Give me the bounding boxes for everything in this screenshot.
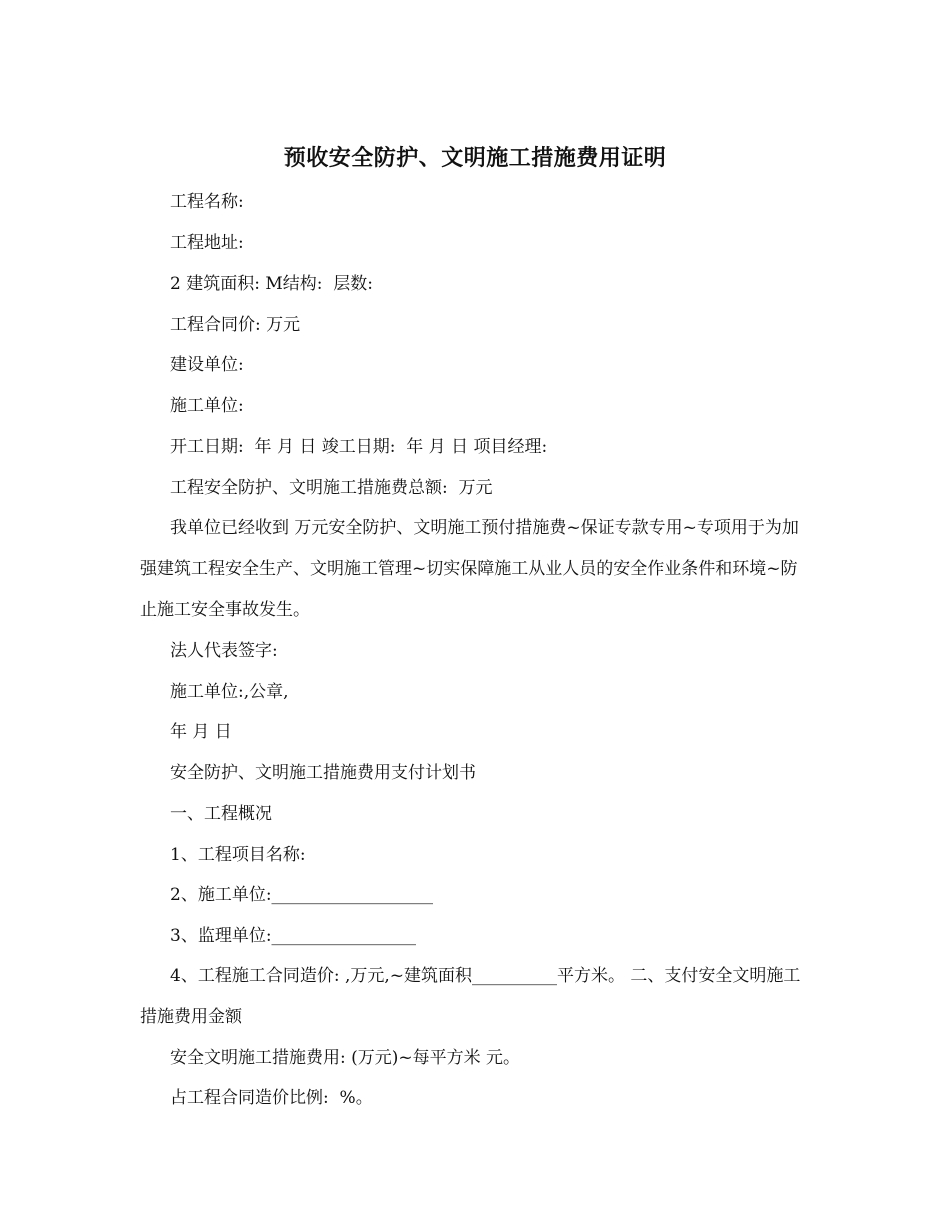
item-1-line: 1、工程项目名称:: [170, 845, 306, 865]
plan-title-line: 安全防护、文明施工措施费用支付计划书: [170, 763, 476, 783]
ratio-line: 占工程合同造价比例: %。: [170, 1088, 373, 1108]
safety-fee-line: 安全文明施工措施费用: (万元)~每平方米 元。: [170, 1048, 521, 1068]
receipt-statement-paragraph: 我单位已经收到 万元安全防护、文明施工预付措施费~保证专款专用~专项用于为加强建筑工程安全生产、文明施工管理~切实保障施工从业人员的安全作业条件和环境~防止施工安全事故发生。: [140, 518, 799, 620]
contractor-seal-line: 施工单位:,公章,: [170, 682, 289, 702]
contract-price-line: 工程合同价: 万元: [170, 315, 301, 335]
dates-line: 开工日期: 年 月 日 竣工日期: 年 月 日 项目经理:: [170, 437, 548, 457]
item-2-line: 2、施工单位:___________________: [170, 885, 434, 905]
total-fee-line: 工程安全防护、文明施工措施费总额: 万元: [170, 478, 493, 498]
section-one-heading: 一、工程概况: [170, 804, 272, 824]
item-3-line: 3、监理单位:_________________: [170, 926, 417, 946]
legal-rep-signature-line: 法人代表签字:: [170, 641, 278, 661]
contractor-line: 施工单位:: [170, 396, 244, 416]
building-area-line: 2 建筑面积: M结构: 层数:: [170, 274, 374, 294]
document-title: 预收安全防护、文明施工措施费用证明: [283, 145, 667, 171]
project-address-line: 工程地址:: [170, 233, 244, 253]
construction-owner-line: 建设单位:: [170, 355, 244, 375]
item-4-paragraph: 4、工程施工合同造价: ,万元,~建筑面积__________平方米。 二、支付安全文明施工措施费用金额: [140, 966, 801, 1027]
project-name-line: 工程名称:: [170, 192, 244, 212]
date-line: 年 月 日: [170, 722, 232, 742]
